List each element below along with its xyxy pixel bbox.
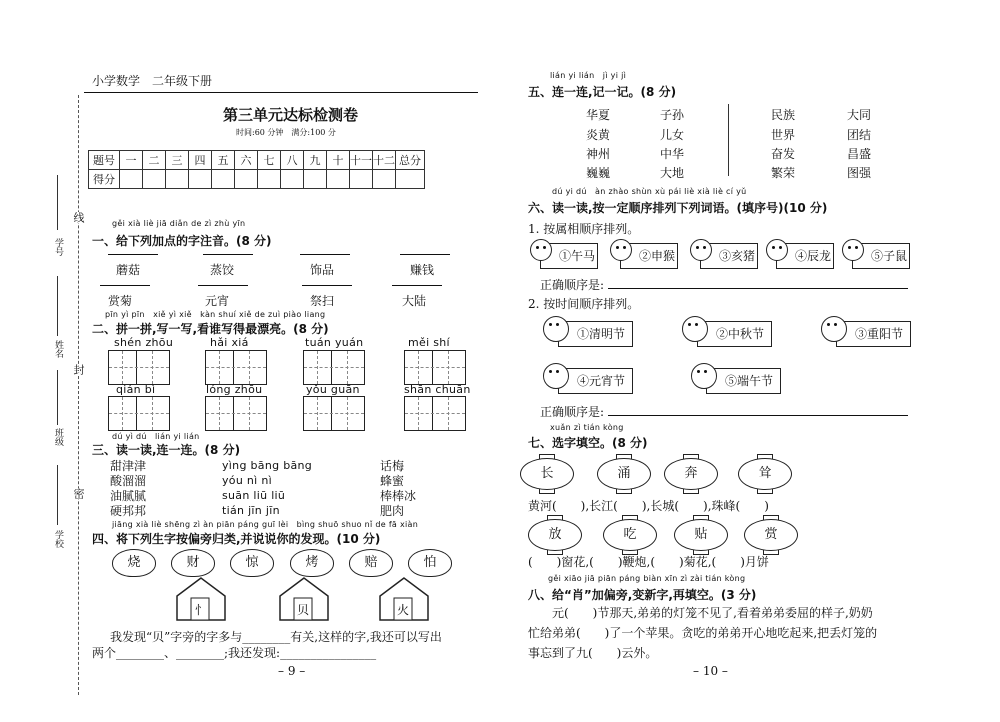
chick-icon	[691, 363, 717, 389]
q5-word[interactable]: 大地	[660, 166, 685, 180]
lantern-char[interactable]: 赏	[744, 519, 798, 551]
score-table	[88, 150, 425, 189]
q8-line1[interactable]: 元( )节那天,弟弟的灯笼不见了,看着弟弟委屈的样子,奶奶	[552, 606, 873, 620]
q2-pinyin-item: shén zhōu	[114, 336, 174, 349]
q6-answer-label-1: 正确顺序是:	[540, 278, 605, 292]
margin-number: 学号	[53, 238, 63, 256]
q3-word[interactable]: 话梅	[380, 459, 405, 473]
lantern-char[interactable]: 长	[520, 458, 574, 490]
q3-title: 三、读一读,连一连。(8 分)	[92, 443, 241, 457]
house-radical[interactable]: 忄	[175, 576, 227, 622]
header-rule	[84, 92, 478, 93]
q4-note-line1: 我发现“贝”字旁的字多与________有关,这样的字,我还可以写出	[110, 630, 442, 644]
q6-title: 六、读一读,按一定顺序排列下列词语。(填序号)(10 分)	[528, 201, 828, 215]
q1-answer-blank[interactable]	[392, 285, 442, 286]
q1-word: 饰品	[310, 263, 335, 277]
house-radical[interactable]: 贝	[278, 576, 330, 622]
chick-icon	[821, 316, 847, 342]
q1-word: 赚钱	[410, 263, 435, 277]
page-number-right: – 10 –	[693, 664, 728, 678]
q6-answer-line-2[interactable]	[608, 415, 908, 416]
q5-word[interactable]: 儿女	[660, 128, 685, 142]
lantern-char[interactable]: 耸	[738, 458, 792, 490]
lantern-char[interactable]: 放	[528, 519, 582, 551]
binding-line	[78, 95, 79, 695]
chick-icon	[543, 316, 569, 342]
header-subject: 小学数学 二年级下册	[92, 74, 213, 88]
q5-word[interactable]: 华夏	[586, 108, 611, 122]
q5-word[interactable]: 巍巍	[586, 166, 611, 180]
score-value-row[interactable]: 得分	[89, 170, 425, 189]
q2-pinyin-item: shān chuān	[404, 383, 471, 396]
q5-word[interactable]: 炎黄	[586, 128, 611, 142]
q1-word: 蘑菇	[116, 263, 141, 277]
q7-row2-text[interactable]: ( )窗花,( )鞭炮,( )菊花,( )月饼	[528, 555, 769, 569]
q1-word: 祭扫	[310, 294, 335, 308]
q2-pinyin-item: yǒu guān	[306, 383, 360, 396]
q1-answer-blank[interactable]	[302, 285, 352, 286]
zodiac-tag[interactable]: ①午马	[540, 243, 598, 269]
chick-icon	[766, 239, 788, 261]
chick-icon	[610, 239, 632, 261]
q5-word[interactable]: 中华	[660, 147, 685, 161]
lantern-char[interactable]: 贴	[674, 519, 728, 551]
chick-icon	[530, 239, 552, 261]
q8-pinyin: gěi xiāo jiā piān páng biàn xīn zì zài tián kòng	[548, 574, 746, 583]
apple-char[interactable]: 烧	[112, 549, 156, 577]
q5-word[interactable]: 团结	[847, 128, 872, 142]
zodiac-tag[interactable]: ⑤子鼠	[852, 243, 910, 269]
q3-pinyin-item[interactable]: tián jīn jīn	[222, 504, 280, 517]
margin-feng: 封	[72, 364, 85, 375]
q6-sub1: 1. 按属相顺序排列。	[528, 222, 640, 236]
festival-tag[interactable]: ④元宵节	[558, 368, 633, 394]
writing-box[interactable]	[108, 350, 170, 385]
apple-char[interactable]: 惊	[230, 549, 274, 577]
chick-icon	[690, 239, 712, 261]
q3-word[interactable]: 甜津津	[110, 459, 147, 473]
q1-word: 赏菊	[108, 294, 133, 308]
q8-line3[interactable]: 事忘到了九( )云外。	[528, 646, 658, 660]
writing-box[interactable]	[303, 350, 365, 385]
q4-note-line2: 两个________、________;我还发现:________________	[92, 646, 377, 660]
q2-pinyin-item: tuán yuán	[305, 336, 364, 349]
margin-name: 姓名	[53, 340, 63, 358]
q1-word: 大陆	[402, 294, 427, 308]
zodiac-tag[interactable]: ④辰龙	[776, 243, 834, 269]
lantern-char[interactable]: 奔	[664, 458, 718, 490]
q5-word[interactable]: 大同	[847, 108, 872, 122]
margin-mi: 密	[72, 488, 85, 499]
chick-icon	[543, 363, 569, 389]
festival-tag[interactable]: ①清明节	[558, 321, 633, 347]
q3-pinyin-item[interactable]: yìng bāng bāng	[222, 459, 313, 472]
writing-box[interactable]	[108, 396, 170, 431]
q7-pinyin: xuǎn zì tián kòng	[550, 423, 624, 432]
class-line	[57, 370, 58, 425]
apple-char[interactable]: 怕	[408, 549, 452, 577]
q1-answer-blank[interactable]	[300, 254, 350, 255]
apple-char[interactable]: 财	[171, 549, 215, 577]
q6-answer-label-2: 正确顺序是:	[540, 405, 605, 419]
q5-word[interactable]: 昌盛	[847, 147, 872, 161]
q6-pinyin: dú yi dú àn zhào shùn xù pái liè xià liè cí yǔ	[552, 187, 747, 196]
q5-word[interactable]: 民族	[771, 108, 796, 122]
festival-tag[interactable]: ⑤端午节	[706, 368, 781, 394]
house-radical[interactable]: 火	[378, 576, 430, 622]
q5-word[interactable]: 繁荣	[771, 166, 796, 180]
writing-box[interactable]	[404, 350, 466, 385]
q5-word[interactable]: 图强	[847, 166, 872, 180]
writing-box[interactable]	[205, 396, 267, 431]
writing-box[interactable]	[404, 396, 466, 431]
q8-line2[interactable]: 忙给弟弟( )了一个苹果。贪吃的弟弟开心地吃起来,把丢灯笼的	[528, 626, 878, 640]
q8-title: 八、给“肖”加偏旁,变新字,再填空。(3 分)	[528, 588, 757, 602]
q7-row1-text[interactable]: 黄河( ),长江( ),长城( ),珠峰( )	[528, 499, 769, 513]
q3-pinyin-item[interactable]: yóu nì nì	[222, 474, 272, 487]
q1-answer-blank[interactable]	[203, 254, 253, 255]
margin-class: 班级	[53, 428, 63, 446]
exam-subtitle: 时间:60 分钟 满分:100 分	[236, 128, 336, 137]
q7-title: 七、选字填空。(8 分)	[528, 436, 648, 450]
q5-divider	[728, 104, 729, 176]
lantern-char[interactable]: 涌	[597, 458, 651, 490]
q1-answer-blank[interactable]	[100, 285, 150, 286]
apple-char[interactable]: 赔	[349, 549, 393, 577]
q3-word[interactable]: 蜂蜜	[380, 474, 405, 488]
exam-title: 第三单元达标检测卷	[223, 106, 359, 124]
chick-icon	[842, 239, 864, 261]
margin-school: 学校	[53, 530, 63, 548]
chick-icon	[682, 316, 708, 342]
q3-word[interactable]: 油腻腻	[110, 489, 147, 503]
q3-word[interactable]: 棒棒冰	[380, 489, 417, 503]
q1-word: 蒸饺	[210, 263, 235, 277]
q5-pinyin: lián yi lián jì yi jì	[550, 71, 627, 80]
q3-word[interactable]: 肥肉	[380, 504, 405, 518]
page-number-left: – 9 –	[278, 664, 306, 678]
q2-pinyin-item: měi shí	[408, 336, 450, 349]
q1-word: 元宵	[205, 294, 230, 308]
q1-answer-blank[interactable]	[400, 254, 450, 255]
number-line	[57, 175, 58, 230]
q4-title: 四、将下列生字按偏旁归类,并说说你的发现。(10 分)	[92, 532, 381, 546]
q3-pinyin-item[interactable]: suān liū liū	[222, 489, 286, 502]
festival-tag[interactable]: ②中秋节	[697, 321, 772, 347]
margin-xian: 线	[72, 212, 85, 223]
q2-pinyin-item: hǎi xiá	[210, 336, 249, 349]
zodiac-tag[interactable]: ②申猴	[620, 243, 678, 269]
school-line	[57, 465, 58, 525]
q5-word[interactable]: 世界	[771, 128, 796, 142]
q3-pinyin: dú yì dú lián yi lián	[112, 432, 200, 441]
score-header-row: 题号 一 二 三 四 五 六 七 八 九 十 十一 十二 总分	[89, 151, 425, 170]
q2-title: 二、拼一拼,写一写,看谁写得最漂亮。(8 分)	[92, 322, 329, 336]
q5-title: 五、连一连,记一记。(8 分)	[528, 85, 677, 99]
q3-word[interactable]: 酸溜溜	[110, 474, 147, 488]
q5-word[interactable]: 神州	[586, 147, 611, 161]
q1-title: 一、给下列加点的字注音。(8 分)	[92, 234, 272, 248]
q4-pinyin: jiāng xià liè shēng zì àn piān páng guī lèi bìng shuō shuo nǐ de fā xiàn	[112, 520, 419, 529]
apple-char[interactable]: 烤	[290, 549, 334, 577]
lantern-char[interactable]: 吃	[603, 519, 657, 551]
q2-pinyin: pīn yì pīn xiě yì xiě kàn shuí xiě de zuì piào liang	[105, 310, 326, 319]
festival-tag[interactable]: ③重阳节	[836, 321, 911, 347]
q5-word[interactable]: 奋发	[771, 147, 796, 161]
q1-pinyin: gěi xià liè jiā diǎn de zì zhù yīn	[112, 219, 246, 228]
zodiac-tag[interactable]: ③亥猪	[700, 243, 758, 269]
q2-pinyin-item: qián bì	[116, 383, 156, 396]
writing-box[interactable]	[303, 396, 365, 431]
q6-sub2: 2. 按时间顺序排列。	[528, 297, 640, 311]
q1-answer-blank[interactable]	[198, 285, 248, 286]
q2-pinyin-item: lóng zhōu	[206, 383, 263, 396]
name-line	[57, 276, 58, 336]
q3-word[interactable]: 硬邦邦	[110, 504, 147, 518]
writing-box[interactable]	[205, 350, 267, 385]
q6-answer-line-1[interactable]	[608, 288, 908, 289]
q5-word[interactable]: 子孙	[660, 108, 685, 122]
q1-answer-blank[interactable]	[108, 254, 158, 255]
